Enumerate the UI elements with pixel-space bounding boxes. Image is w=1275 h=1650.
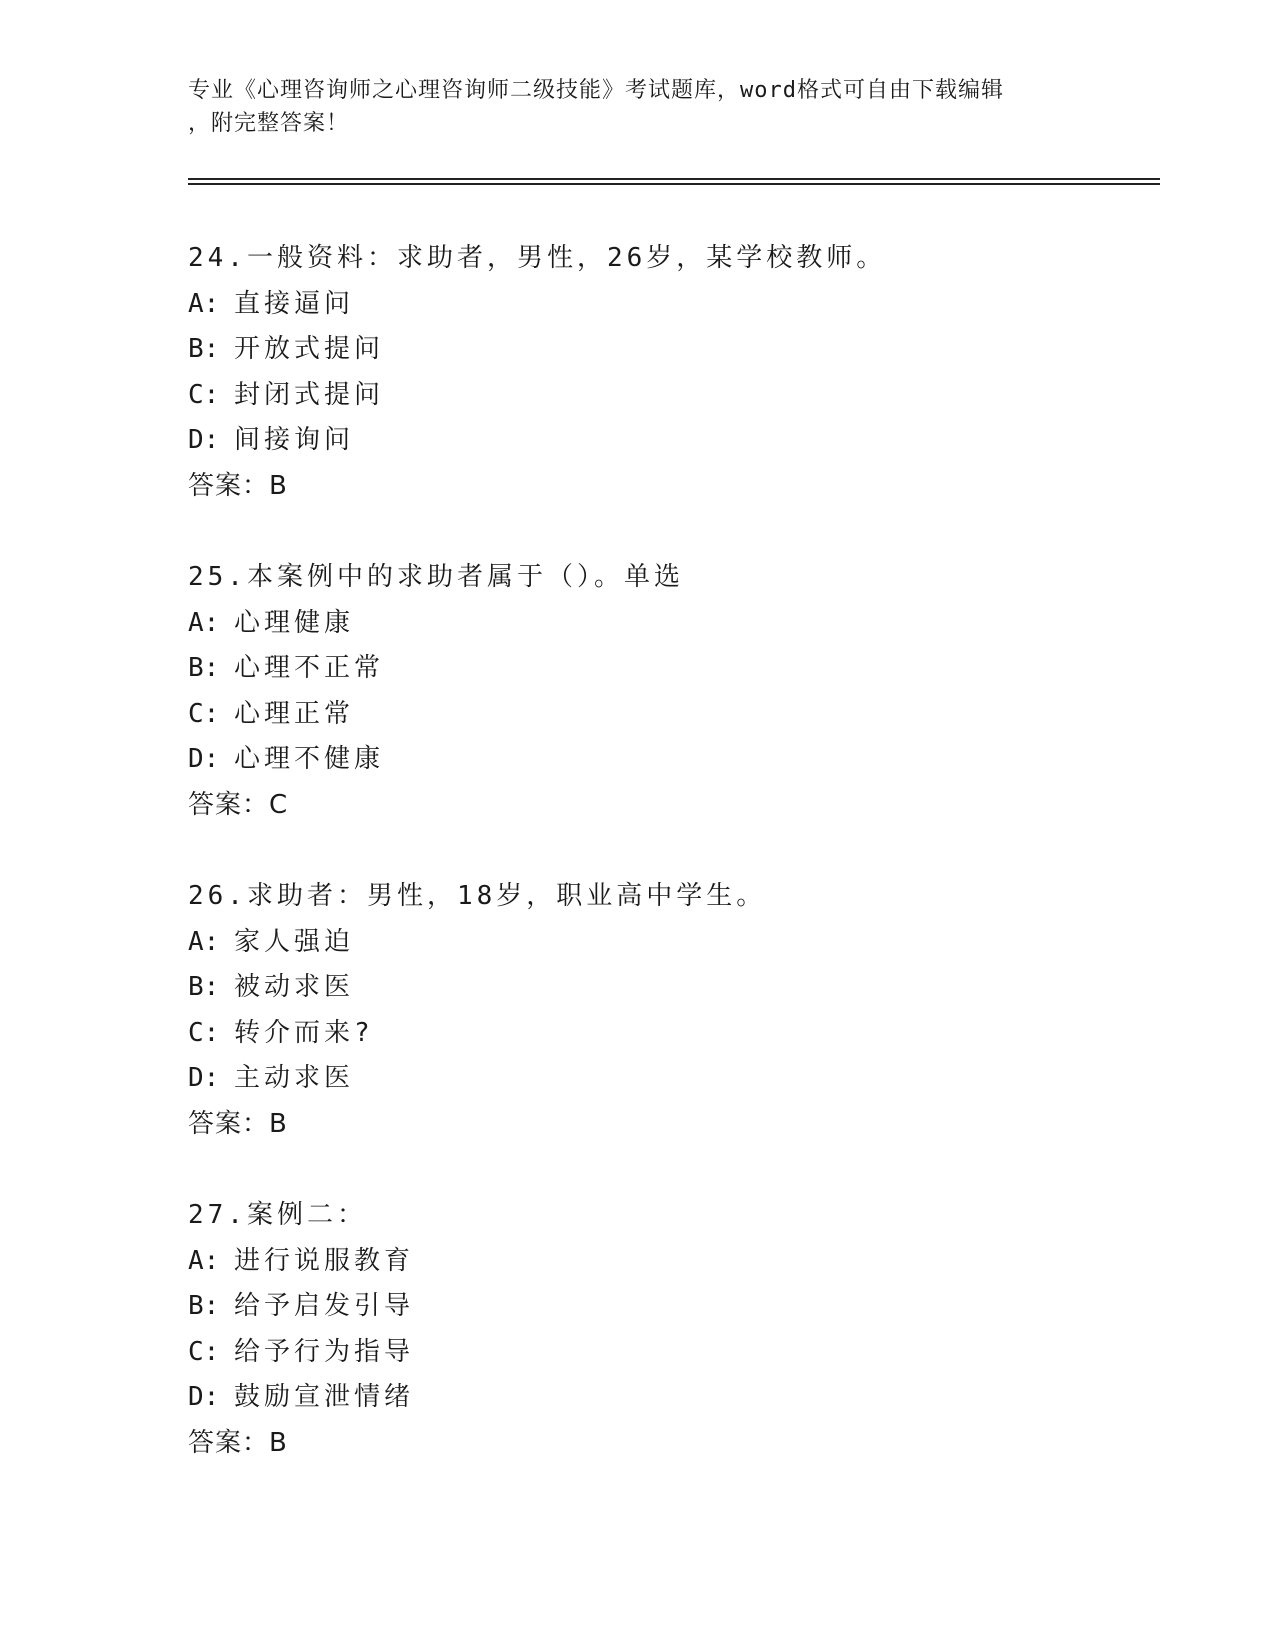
option-letter: B: — [188, 1291, 220, 1321]
option-text: 开放式提问 — [234, 334, 385, 364]
option-letter: C: — [188, 1017, 220, 1048]
question-stem: 24.一般资料：求助者，男性，26岁，某学校教师。 — [188, 243, 887, 273]
answer-line: 答案：B — [188, 1427, 288, 1458]
option-text: 封闭式提问 — [234, 379, 385, 410]
option-text: 主动求医 — [234, 1063, 355, 1093]
option-c — [188, 1011, 1148, 1057]
header-rule-bottom — [188, 183, 1160, 185]
question-list — [188, 236, 1148, 1512]
question-stem: 27.案例二： — [188, 1200, 367, 1230]
option-a — [188, 1239, 1148, 1285]
question-stem: 26.求助者：男性，18岁，职业高中学生。 — [188, 881, 767, 911]
option-c — [188, 373, 1148, 419]
option-b — [188, 327, 1148, 373]
option-a — [188, 282, 1148, 328]
option-letter: A: — [188, 607, 220, 638]
option-c — [188, 1330, 1148, 1376]
option-letter: C: — [188, 1336, 220, 1367]
option-letter: D: — [188, 744, 220, 774]
option-d — [188, 1056, 1148, 1102]
option-text: 进行说服教育 — [234, 1245, 415, 1276]
option-b — [188, 965, 1148, 1011]
option-letter: A: — [188, 288, 220, 319]
option-text: 转介而来? — [234, 1017, 374, 1048]
option-text: 心理不正常 — [234, 653, 385, 683]
question-27 — [188, 1193, 1148, 1466]
option-text: 间接询问 — [234, 425, 355, 455]
option-text: 心理不健康 — [234, 744, 385, 774]
option-d — [188, 737, 1148, 783]
header-line-2: ，附完整答案！ — [188, 111, 350, 136]
option-letter: D: — [188, 1382, 220, 1412]
option-letter: B: — [188, 972, 220, 1002]
option-text: 家人强迫 — [234, 926, 355, 957]
option-a — [188, 920, 1148, 966]
option-text: 心理正常 — [234, 698, 355, 729]
option-letter: C: — [188, 379, 220, 410]
option-text: 被动求医 — [234, 972, 355, 1002]
option-b — [188, 1284, 1148, 1330]
option-text: 直接逼问 — [234, 288, 355, 319]
option-letter: D: — [188, 425, 220, 455]
option-d — [188, 418, 1148, 464]
option-letter: D: — [188, 1063, 220, 1093]
option-letter: A: — [188, 926, 220, 957]
answer-line: 答案：B — [188, 470, 288, 501]
header-line-1: 专业《心理咨询师之心理咨询师二级技能》考试题库，word格式可自由下载编辑 — [188, 78, 1004, 103]
option-letter: B: — [188, 334, 220, 364]
option-letter: A: — [188, 1245, 220, 1276]
question-stem: 25.本案例中的求助者属于（）。单选 — [188, 562, 684, 592]
option-text: 给予行为指导 — [234, 1336, 415, 1367]
option-letter: C: — [188, 698, 220, 729]
option-a — [188, 601, 1148, 647]
question-24 — [188, 236, 1148, 509]
option-d — [188, 1375, 1148, 1421]
document-header — [188, 74, 1088, 140]
option-text: 给予启发引导 — [234, 1291, 415, 1321]
option-b — [188, 646, 1148, 692]
answer-line: 答案：C — [188, 789, 289, 820]
answer-line: 答案：B — [188, 1108, 288, 1139]
option-text: 心理健康 — [234, 607, 355, 638]
question-26 — [188, 874, 1148, 1147]
option-c — [188, 692, 1148, 738]
header-rule-top — [188, 178, 1160, 180]
option-letter: B: — [188, 653, 220, 683]
question-25 — [188, 555, 1148, 828]
option-text: 鼓励宣泄情绪 — [234, 1382, 415, 1412]
